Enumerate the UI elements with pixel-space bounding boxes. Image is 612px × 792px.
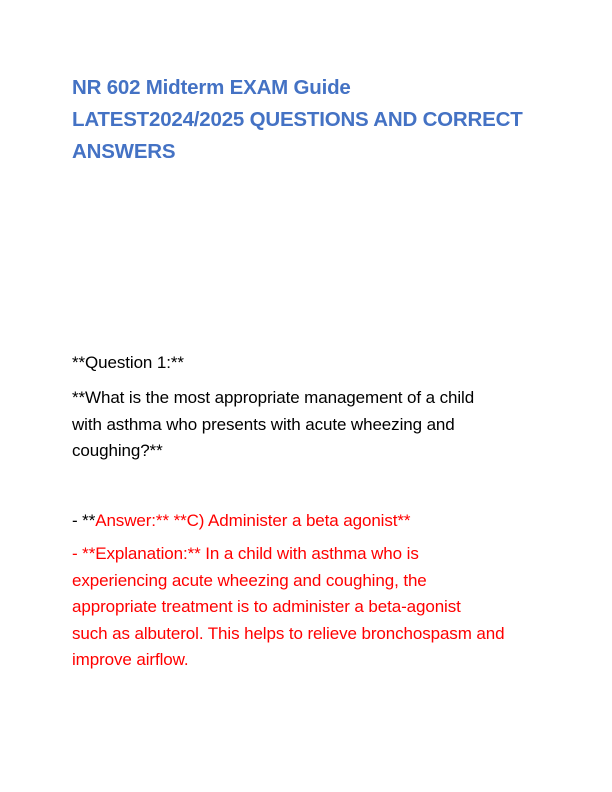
question-line: **What is the most appropriate management of a child [72, 388, 475, 407]
answer-prefix: - ** [72, 511, 96, 530]
explanation-line: - **Explanation:** In a child with asthma who is [72, 544, 419, 563]
question-line: with asthma who presents with acute wheezing and [72, 414, 455, 434]
explanation-line: experiencing acute wheezing and coughing, the [72, 570, 427, 590]
answer-label: Answer:** [95, 511, 169, 530]
question-text [72, 385, 552, 465]
explanation [72, 541, 552, 674]
answer-line [72, 508, 410, 535]
title-line: ANSWERS [72, 140, 176, 163]
title-line: LATEST2024/2025 QUESTIONS AND CORRECT [72, 108, 523, 131]
explanation-line: such as albuterol. This helps to relieve bronchospasm and [72, 623, 505, 643]
answer-text: **C) Administer a beta agonist** [168, 511, 411, 530]
document-title [72, 72, 552, 168]
explanation-line: improve airflow. [72, 650, 189, 669]
explanation-line: appropriate treatment is to administer a beta-agonist [72, 597, 461, 616]
question-label: **Question 1:** [72, 353, 184, 372]
title-line: NR 602 Midterm EXAM Guide [72, 76, 351, 99]
question-line: coughing?** [72, 441, 163, 460]
